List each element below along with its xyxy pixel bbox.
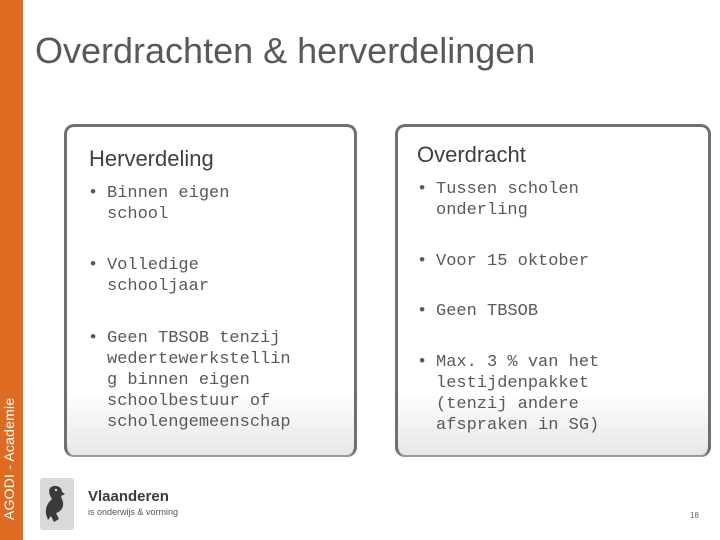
right-bullet [417,352,599,436]
bullet-dot-icon: • [88,256,99,275]
right-bullet-text: Voor 15 oktober [436,252,590,271]
page-number: 18 [690,511,699,520]
bullet-dot-icon: • [417,180,428,199]
column-heading-right: Overdracht [417,142,526,167]
left-bullet [88,255,209,297]
left-bullet-text: Binnen eigen school [107,184,230,224]
left-bullet-text: Geen TBSOB tenzij wedertewerkstellin g binnen eigen schoolbestuur of scholengemeenschap [107,329,291,432]
left-bullet-text: Volledige schooljaar [107,256,210,296]
bullet-dot-icon: • [88,329,99,348]
right-bullet [417,251,589,272]
left-bullet [88,183,229,225]
left-bullet [88,328,291,433]
column-heading-left: Herverdeling [89,146,214,171]
right-bullet [417,179,579,221]
side-bar [0,0,23,540]
side-label: AGODI - Academie [1,397,17,520]
bullet-dot-icon: • [417,252,428,271]
flemish-lion-icon [40,478,74,530]
brand-name: Vlaanderen [88,488,169,505]
right-bullet-text: Max. 3 % van het lestijdenpakket (tenzij andere afspraken in SG) [436,353,600,435]
right-bullet-text: Geen TBSOB [436,302,539,321]
bullet-dot-icon: • [417,302,428,321]
right-bullet-text: Tussen scholen onderling [436,180,579,220]
right-bullet [417,301,538,322]
bullet-dot-icon: • [88,184,99,203]
slide-title: Overdrachten & herverdelingen [35,30,536,71]
bullet-dot-icon: • [417,353,428,372]
brand-tagline: is onderwijs & vorming [88,507,179,517]
